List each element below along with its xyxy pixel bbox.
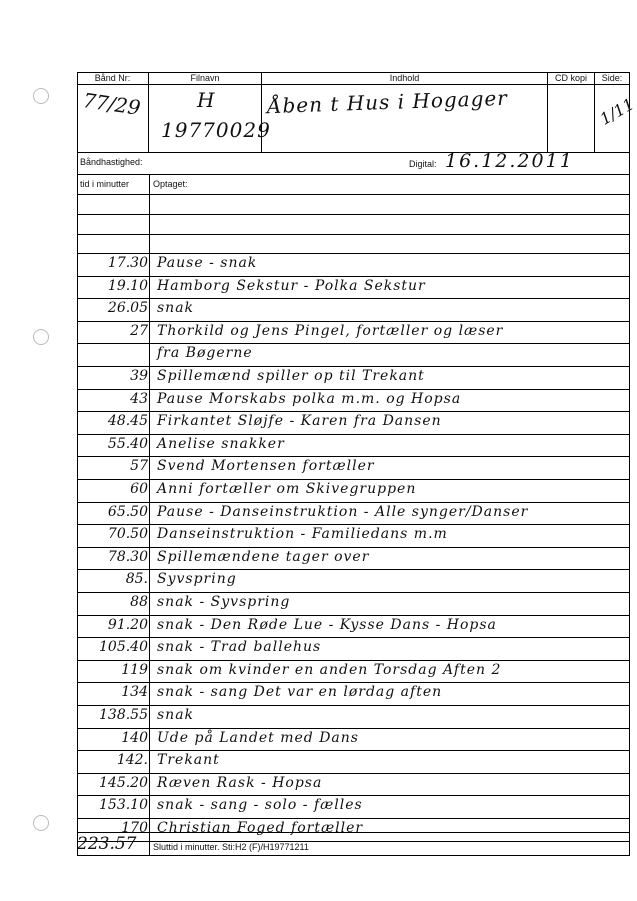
ruled-line bbox=[77, 366, 630, 367]
tape-speed-label: Båndhastighed: bbox=[80, 157, 143, 167]
ruled-line bbox=[77, 592, 630, 593]
time-column-label: tid i minutter bbox=[80, 179, 130, 189]
entry-text: Pause Morskabs polka m.m. og Hopsa bbox=[157, 390, 462, 407]
entry-time: 70.50 bbox=[107, 526, 148, 543]
entry-text: Pause - snak bbox=[157, 255, 258, 271]
content-title: Åben t Hus i Hogager bbox=[266, 85, 509, 119]
ruled-line bbox=[77, 298, 630, 299]
ruled-line bbox=[77, 234, 630, 235]
entry-time: 60 bbox=[130, 481, 148, 497]
entry-text: Christian Foged fortæller bbox=[157, 820, 364, 836]
ruled-line bbox=[77, 343, 630, 344]
speed-divider bbox=[77, 174, 630, 175]
header-filename: Filnavn bbox=[190, 73, 220, 83]
ruled-line bbox=[77, 705, 630, 706]
entry-time: 57 bbox=[130, 458, 148, 475]
sep-content bbox=[547, 72, 548, 152]
entry-time: 88 bbox=[130, 594, 148, 610]
entry-time: 55.40 bbox=[107, 435, 148, 452]
punch-hole-middle bbox=[33, 329, 49, 345]
entry-text: fra Bøgerne bbox=[157, 345, 253, 362]
entry-text: Firkantet Sløjfe - Karen fra Dansen bbox=[157, 413, 442, 430]
file-code: 19770029 bbox=[161, 118, 271, 142]
entry-text: Ræven Rask - Hopsa bbox=[157, 774, 323, 791]
entry-time: 145.20 bbox=[99, 774, 148, 791]
entry-time: 17.30 bbox=[107, 255, 148, 271]
ruled-line bbox=[77, 569, 630, 570]
tape-log-sheet bbox=[77, 72, 637, 856]
entry-time: 48.45 bbox=[107, 413, 148, 430]
entry-time: 43 bbox=[130, 390, 148, 407]
entry-time: 39 bbox=[130, 368, 148, 384]
entry-time: 119 bbox=[121, 661, 148, 678]
ruled-line bbox=[77, 750, 630, 751]
ruled-line bbox=[77, 682, 630, 683]
border-right bbox=[629, 72, 630, 856]
footer-label: Sluttid i minutter. Sti:H2 (F)/H19771211 bbox=[153, 842, 309, 852]
sep-band bbox=[148, 72, 149, 152]
ruled-line bbox=[77, 795, 630, 796]
header-content: Indhold bbox=[389, 73, 420, 83]
entry-time: 134 bbox=[121, 684, 148, 701]
ruled-line bbox=[77, 194, 630, 195]
total-time: 223.57 bbox=[77, 834, 137, 854]
entry-text: snak - sang Det var en lørdag aften bbox=[157, 684, 443, 701]
ruled-line bbox=[77, 637, 630, 638]
header-page: Side: bbox=[601, 73, 623, 83]
entry-time: 153.10 bbox=[99, 797, 148, 814]
ruled-line bbox=[77, 479, 630, 480]
entry-text: snak - Den Røde Lue - Kysse Dans - Hopsa bbox=[157, 616, 497, 633]
entry-time: 65.50 bbox=[107, 503, 148, 520]
entry-text: Syvspring bbox=[157, 571, 237, 588]
file-letter: H bbox=[197, 88, 215, 112]
entry-text: Ude på Landet med Dans bbox=[157, 729, 359, 746]
entry-time: 142. bbox=[116, 752, 148, 769]
ruled-line bbox=[77, 253, 630, 254]
entry-text: Danseinstruktion - Familiedans m.m bbox=[157, 526, 448, 543]
entry-text: Spillemændene tager over bbox=[157, 548, 370, 565]
sep-cd bbox=[594, 72, 595, 152]
ruled-line bbox=[77, 214, 630, 215]
entry-time: 91.20 bbox=[107, 616, 148, 633]
entry-text: Anelise snakker bbox=[157, 435, 285, 452]
ruled-line bbox=[77, 456, 630, 457]
ruled-line bbox=[77, 411, 630, 412]
entry-time: 27 bbox=[130, 322, 148, 339]
entry-text: snak - Trad ballehus bbox=[157, 639, 322, 656]
recorded-label: Optaget: bbox=[153, 179, 188, 189]
entry-text: Anni fortæller om Skivegruppen bbox=[157, 481, 417, 497]
entry-text: Spillemænd spiller op til Trekant bbox=[157, 368, 425, 384]
entry-text: Hamborg Sekstur - Polka Sekstur bbox=[157, 277, 426, 294]
entry-time: 140 bbox=[121, 729, 148, 746]
entry-time: 138.55 bbox=[99, 707, 148, 723]
header-cd-copy: CD kopi bbox=[554, 73, 587, 83]
entry-time: 85. bbox=[125, 571, 148, 588]
entry-text: Trekant bbox=[157, 752, 220, 769]
entry-text: snak bbox=[157, 300, 195, 317]
entry-text: Thorkild og Jens Pingel, fortæller og læser bbox=[157, 322, 504, 339]
ruled-line bbox=[77, 524, 630, 525]
punch-hole-top bbox=[33, 88, 49, 104]
entry-text: snak bbox=[157, 707, 195, 723]
entry-text: snak - sang - solo - fælles bbox=[157, 797, 363, 814]
entry-text: snak - Syvspring bbox=[157, 594, 291, 610]
punch-hole-bottom bbox=[33, 815, 49, 831]
ruled-line bbox=[77, 818, 630, 819]
entry-time: 26.05 bbox=[107, 300, 148, 317]
entry-text: snak om kvinder en anden Torsdag Aften 2 bbox=[157, 661, 502, 678]
entry-text: Svend Mortensen fortæller bbox=[157, 458, 375, 475]
header-band-nr: Bånd Nr: bbox=[94, 73, 131, 83]
band-number: 77/29 bbox=[81, 88, 143, 120]
entry-text: Pause - Danseinstruktion - Alle synger/Danser bbox=[157, 503, 529, 520]
entry-time: 19.10 bbox=[107, 277, 148, 294]
entry-time: 105.40 bbox=[99, 639, 148, 656]
entry-time: 78.30 bbox=[107, 548, 148, 565]
border-bottom bbox=[77, 855, 630, 856]
digital-label: Digital: bbox=[409, 159, 437, 169]
entry-time: 170 bbox=[121, 820, 148, 836]
page-number: 1/11 bbox=[596, 94, 637, 129]
digital-date: 16.12.2011 bbox=[445, 150, 574, 172]
